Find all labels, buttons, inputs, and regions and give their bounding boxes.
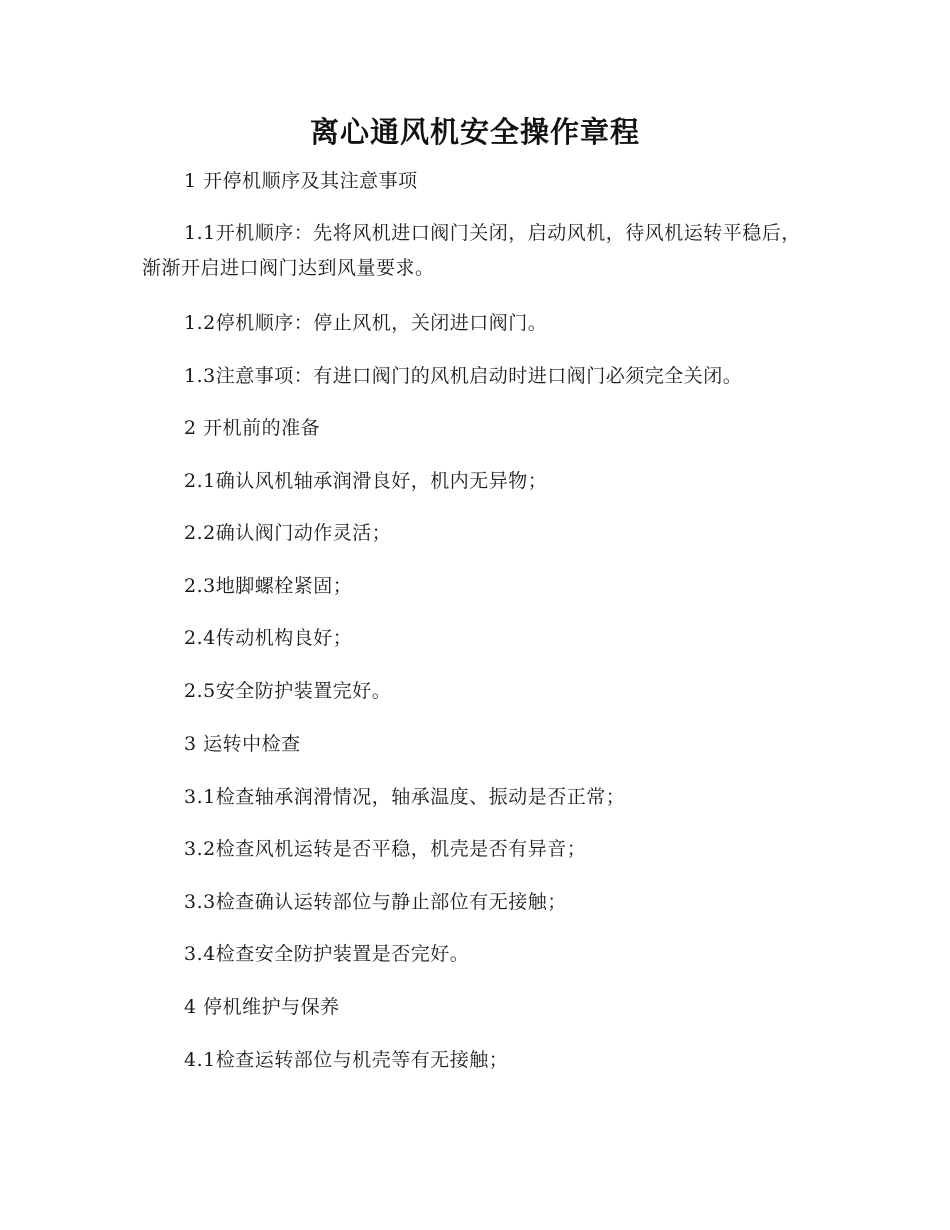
paragraph-2-4: 2.4传动机构良好； xyxy=(184,627,353,649)
section-heading-4: 4 停机维护与保养 xyxy=(184,996,340,1018)
paragraph-2-2: 2.2确认阀门动作灵活； xyxy=(184,522,392,544)
paragraph-1-3: 1.3注意事项：有进口阀门的风机启动时进口阀门必须完全关闭。 xyxy=(184,365,743,387)
section-heading-2: 2 开机前的准备 xyxy=(184,417,321,439)
paragraph-3-3: 3.3检查确认运转部位与静止部位有无接触； xyxy=(184,891,567,913)
paragraph-1-1: 1.1开机顺序：先将风机进口阀门关闭，启动风机，待风机运转平稳后，渐渐开启进口阀门达到风量要求。 xyxy=(142,222,801,279)
paragraph-1-2: 1.2停机顺序：停止风机，关闭进口阀门。 xyxy=(184,312,548,334)
section-heading-3: 3 运转中检查 xyxy=(184,733,301,755)
paragraph-2-1: 2.1确认风机轴承润滑良好，机内无异物； xyxy=(184,470,548,492)
document-title: 离心通风机安全操作章程 xyxy=(309,115,640,149)
paragraph-4-1: 4.1检查运转部位与机壳等有无接触； xyxy=(184,1049,509,1071)
section-heading-1: 1 开停机顺序及其注意事项 xyxy=(184,170,418,192)
paragraph-3-2: 3.2检查风机运转是否平稳，机壳是否有异音； xyxy=(184,838,587,860)
paragraph-3-1: 3.1检查轴承润滑情况，轴承温度、振动是否正常； xyxy=(184,786,626,808)
paragraph-3-4: 3.4检查安全防护装置是否完好。 xyxy=(184,943,470,965)
paragraph-2-3: 2.3地脚螺栓紧固； xyxy=(184,575,353,597)
paragraph-2-5: 2.5安全防护装置完好。 xyxy=(184,680,392,702)
